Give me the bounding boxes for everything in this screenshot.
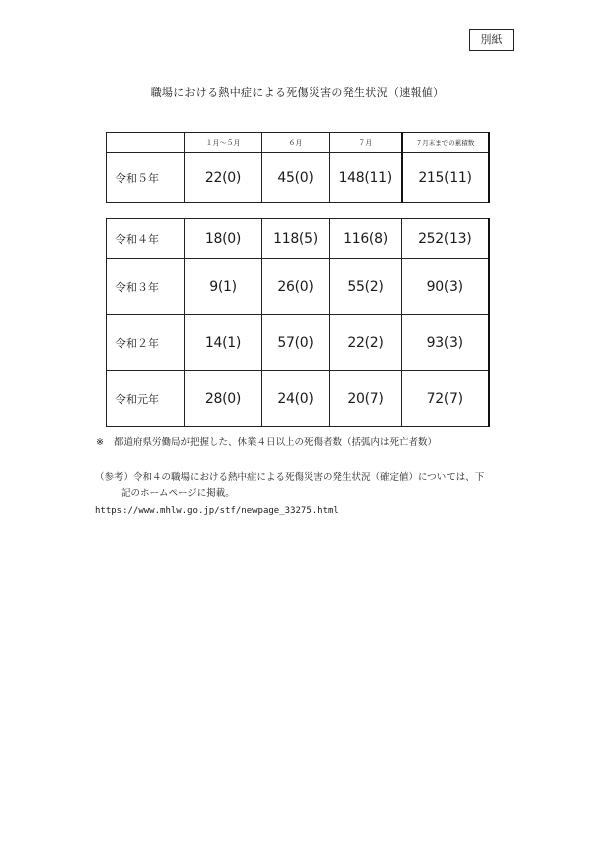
table-cell: 26(0) <box>262 259 330 315</box>
table-cell: 118(5) <box>262 219 330 259</box>
reference-note <box>95 470 535 502</box>
table-footnote <box>96 434 437 448</box>
header-cell-cumulative: ７月末までの累積数 <box>402 133 489 153</box>
footnote-mark: ※ <box>96 437 104 448</box>
table-row <box>107 315 489 371</box>
row-label: 令和２年 <box>107 315 185 371</box>
past-years-table <box>106 218 490 427</box>
table-cell: 9(1) <box>185 259 262 315</box>
table-cell: 148(11) <box>330 153 402 203</box>
row-label: 令和元年 <box>107 371 185 427</box>
reference-line-1: （参考）令和４の職場における熱中症による死傷災害の発生状況（確定値）については、下 <box>95 472 485 483</box>
header-cell-june: ６月 <box>262 133 330 153</box>
table-cell-cumulative: 90(3) <box>402 259 489 315</box>
table-cell-cumulative: 72(7) <box>402 371 489 427</box>
table-cell-cumulative: 93(3) <box>402 315 489 371</box>
table-cell: 116(8) <box>330 219 402 259</box>
table-row <box>107 259 489 315</box>
table-row <box>107 219 489 259</box>
reference-url[interactable]: https://www.mhlw.go.jp/stf/newpage_33275.html <box>95 506 339 516</box>
table-cell: 18(0) <box>185 219 262 259</box>
table-cell: 24(0) <box>262 371 330 427</box>
table-row <box>107 371 489 427</box>
current-year-table <box>106 132 490 203</box>
header-cell-july: ７月 <box>330 133 402 153</box>
table-cell: 28(0) <box>185 371 262 427</box>
table-cell: 22(0) <box>185 153 262 203</box>
table-cell-cumulative: 252(13) <box>402 219 489 259</box>
row-label: 令和５年 <box>107 153 185 203</box>
footnote-text: 都道府県労働局が把握した、休業４日以上の死傷者数（括弧内は死亡者数） <box>113 437 437 448</box>
table-cell-cumulative: 215(11) <box>402 153 489 203</box>
table-cell: 20(7) <box>330 371 402 427</box>
table-cell: 55(2) <box>330 259 402 315</box>
table-cell: 57(0) <box>262 315 330 371</box>
table-header-row <box>107 133 489 153</box>
appendix-label: 別紙 <box>469 29 514 51</box>
table-cell: 22(2) <box>330 315 402 371</box>
reference-line-2: 記のホームページに掲載。 <box>121 488 235 499</box>
table-cell: 14(1) <box>185 315 262 371</box>
row-label: 令和４年 <box>107 219 185 259</box>
document-title: 職場における熱中症による死傷災害の発生状況（速報値） <box>150 86 445 99</box>
header-cell-blank <box>107 133 185 153</box>
table-cell: 45(0) <box>262 153 330 203</box>
table-row <box>107 153 489 203</box>
row-label: 令和３年 <box>107 259 185 315</box>
header-cell-jan-may: １月～５月 <box>185 133 262 153</box>
